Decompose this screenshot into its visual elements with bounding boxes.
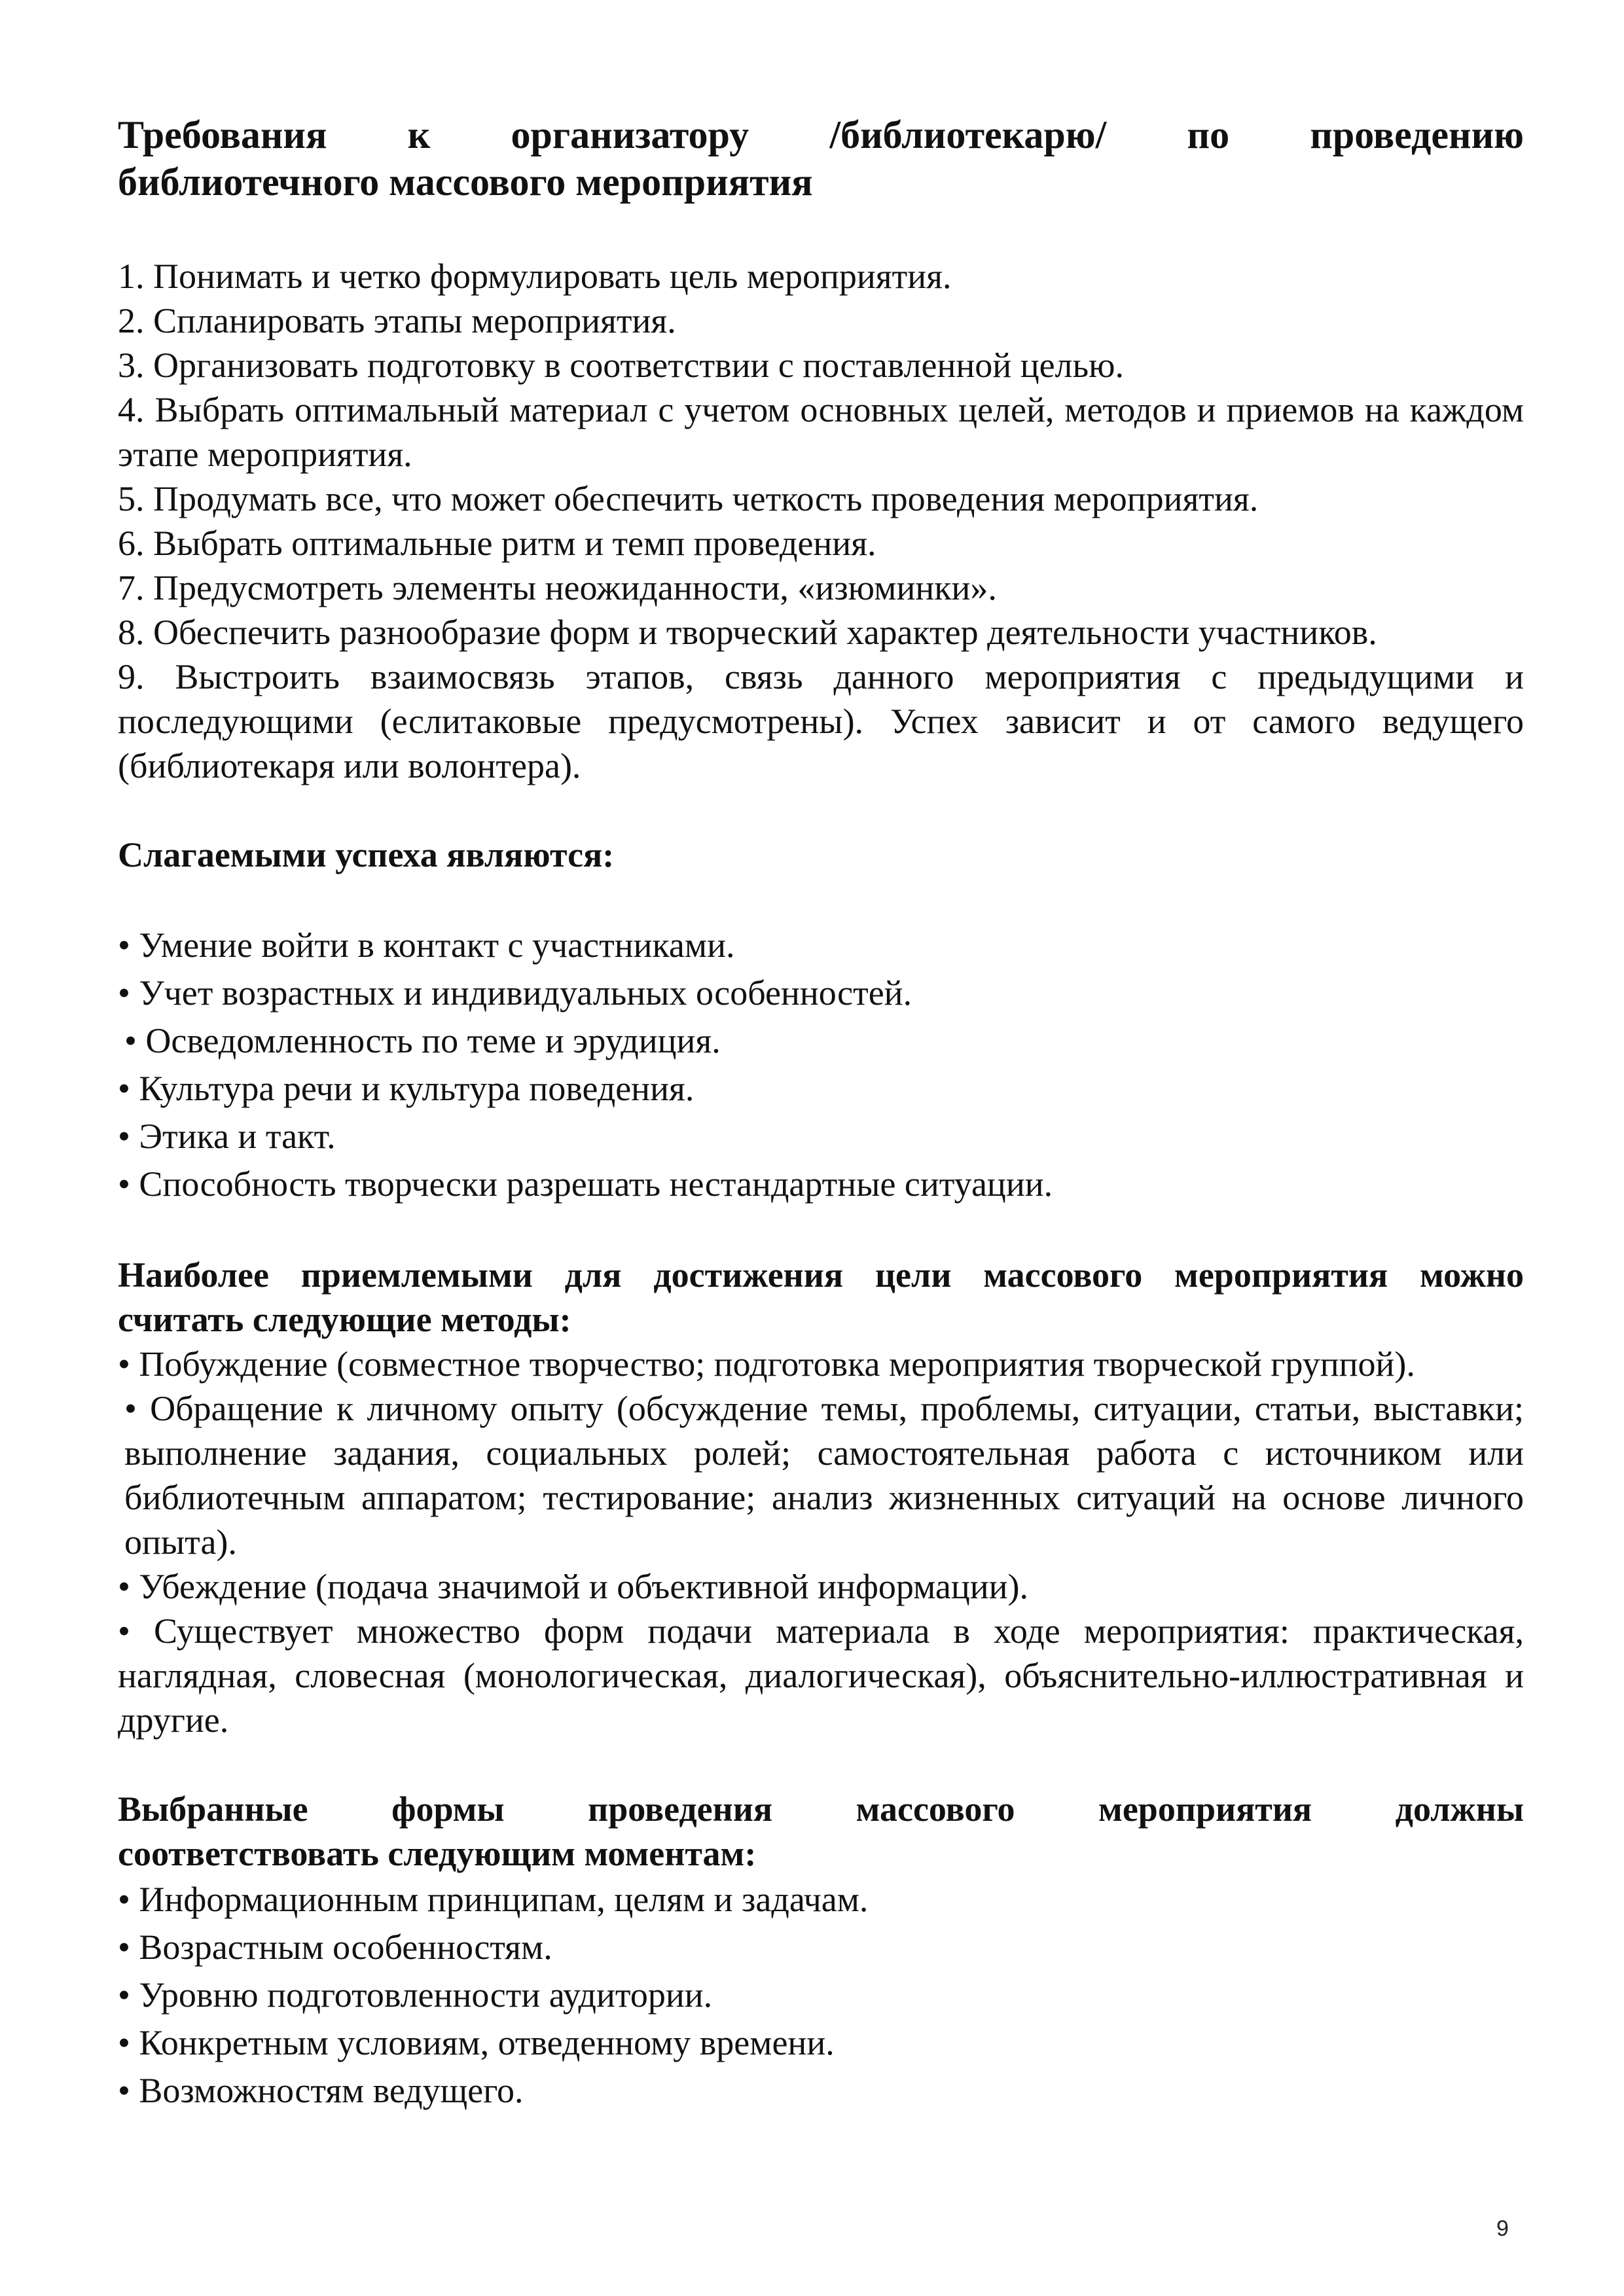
forms-item: • Конкретным условиям, отведенному времени. [118, 2023, 835, 2062]
requirement-item: 9. Выстроить взаимосвязь этапов, связь данного мероприятия с предыдущими и последующими (еслитаковые предусмотрены). Успех зависит и от самого ведущего (библиотекаря или волонтера). [118, 657, 1524, 785]
methods-list [118, 1342, 1524, 1742]
page-title-line-2: библиотечного массового мероприятия [118, 160, 813, 204]
requirement-item: 7. Предусмотреть элементы неожиданности, «изюминки». [118, 568, 997, 607]
success-item: • Культура речи и культура поведения. [118, 1069, 695, 1108]
requirement-item: 3. Организовать подготовку в соответствии с поставленной целью. [118, 346, 1124, 385]
forms-list [118, 1876, 1524, 2115]
requirement-item: 6. Выбрать оптимальные ритм и темп проведения. [118, 524, 876, 563]
success-list [118, 922, 1524, 1208]
page-title [118, 111, 1524, 206]
success-item: • Этика и такт. [118, 1117, 336, 1156]
success-item: • Учет возрастных и индивидуальных особенностей. [118, 973, 912, 1013]
requirement-item: 4. Выбрать оптимальный материал с учетом основных целей, методов и приемов на каждом этапе мероприятия. [118, 390, 1524, 474]
requirement-item: 8. Обеспечить разнообразие форм и творческий характер деятельности участников. [118, 613, 1377, 652]
forms-item: • Возрастным особенностям. [118, 1928, 552, 1967]
methods-heading-line-1: Наиболее приемлемыми для достижения цели массового мероприятия можно [118, 1255, 1524, 1295]
spacer [118, 1208, 1524, 1253]
methods-heading [118, 1253, 1524, 1342]
forms-heading-line-1: Выбранные формы проведения массового мероприятия должны [118, 1789, 1524, 1829]
document-page [118, 111, 1524, 2115]
requirements-list [118, 254, 1524, 788]
success-item: • Умение войти в контакт с участниками. [118, 925, 735, 965]
spacer [118, 788, 1524, 833]
spacer [118, 1742, 1524, 1787]
forms-heading [118, 1787, 1524, 1876]
success-item: • Способность творчески разрешать нестандартные ситуации. [118, 1164, 1053, 1204]
success-heading: Слагаемыми успеха являются: [118, 835, 615, 874]
forms-item: • Возможностям ведущего. [118, 2071, 524, 2110]
methods-heading-line-2: считать следующие методы: [118, 1300, 571, 1339]
page-title-line-1: Требования к организатору /библиотекарю/ по проведению [118, 113, 1524, 156]
page-number: 9 [1496, 2216, 1509, 2241]
requirement-item: 2. Спланировать этапы мероприятия. [118, 301, 676, 340]
requirement-item: 1. Понимать и четко формулировать цель мероприятия. [118, 257, 952, 296]
method-item: • Убеждение (подача значимой и объективной информации). [118, 1567, 1029, 1606]
method-item: • Существует множество форм подачи материала в ходе мероприятия: практическая, наглядная, словесная (монологическая, диалогическая), объяснительно-иллюстративная и другие. [118, 1611, 1524, 1740]
method-item: • Побуждение (совместное творчество; подготовка мероприятия творческой группой). [118, 1344, 1415, 1384]
forms-item: • Уровню подготовленности аудитории. [118, 1975, 713, 2015]
forms-heading-line-2: соответствовать следующим моментам: [118, 1834, 757, 1873]
forms-item: • Информационным принципам, целям и задачам. [118, 1880, 869, 1919]
requirement-item: 5. Продумать все, что может обеспечить четкость проведения мероприятия. [118, 479, 1259, 518]
success-item: • Осведомленность по теме и эрудиция. [124, 1021, 721, 1060]
method-item: • Обращение к личному опыту (обсуждение темы, проблемы, ситуации, статьи, выставки; выполнение задания, социальных ролей; самостоятельная работа с источником или библиотечным аппаратом; тестирование; анализ жизненных ситуаций на основе личного опыта). [124, 1389, 1524, 1562]
